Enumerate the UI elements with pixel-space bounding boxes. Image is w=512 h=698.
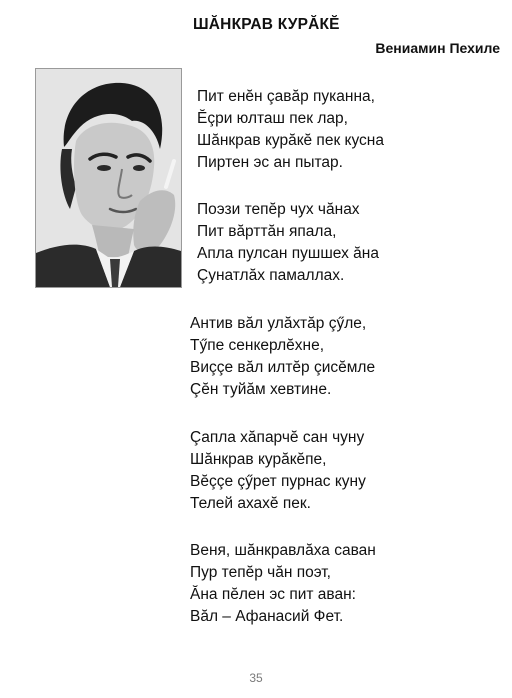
author-photo — [35, 68, 182, 288]
page-number: 35 — [249, 671, 263, 685]
poem-line: Антив вăл улăхтăр çӳле, — [190, 315, 367, 332]
poem-title: ШĂНКРАВ КУРĂКĔ — [193, 16, 340, 33]
poem-line: Телей ахахĕ пек. — [190, 495, 311, 512]
author-name: Вениамин Пехиле — [375, 40, 500, 56]
poem-line: Шăнкрав курăкĕпе, — [190, 451, 327, 468]
poem-stanza-3 — [190, 313, 375, 401]
poem-line: Çĕн туйăм хевтине. — [190, 381, 332, 398]
poem-line: Пит енĕн çавăр пуканна, — [197, 88, 375, 105]
poem-line: Пиртен эс ан пытар. — [197, 154, 343, 171]
poem-line: Çапла хăпарчĕ сан чуну — [190, 429, 365, 446]
poem-line: Поэзи тепĕр чух чăнах — [197, 201, 360, 218]
poem-line: Çунатлăх памаллах. — [197, 267, 345, 284]
poem-stanza-1 — [197, 86, 384, 174]
poem-line: Вĕççе çӳрет пурнас куну — [190, 473, 366, 490]
poem-line: Тӳпе сенкерлĕхне, — [190, 337, 325, 354]
poem-stanza-4 — [190, 427, 366, 515]
poem-line: Ĕçри юлташ пек лар, — [197, 110, 348, 127]
poem-stanza-5 — [190, 540, 376, 628]
poem-line: Шăнкрав курăкĕ пек кусна — [197, 132, 384, 149]
poem-line: Виççе вăл илтĕр çисĕмле — [190, 359, 376, 376]
poem-line: Вăл – Афанасий Фет. — [190, 608, 344, 625]
poem-line: Веня, шăнкравлăха саван — [190, 542, 376, 559]
poem-line: Ăна пĕлен эс пит аван: — [190, 586, 356, 603]
poem-stanza-2 — [197, 199, 379, 287]
poem-line: Пур тепĕр чăн поэт, — [190, 564, 331, 581]
poem-line: Апла пулсан пушшех ăна — [197, 245, 379, 262]
poem-line: Пит вăрттăн япала, — [197, 223, 337, 240]
